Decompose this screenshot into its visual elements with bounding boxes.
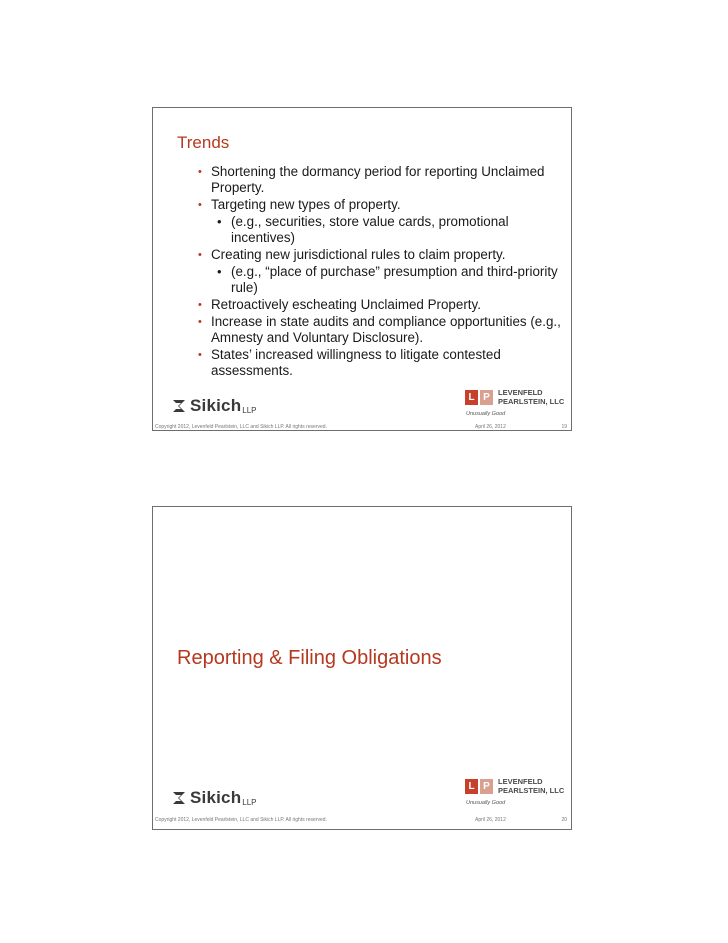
- lp-logo-l: L: [465, 390, 478, 405]
- lp-logo-line1: LEVENFELD: [498, 388, 543, 397]
- sikich-mark-icon: [170, 397, 188, 415]
- sikich-logo: [170, 396, 257, 416]
- levenfeld-pearlstein-logo: [465, 779, 565, 819]
- bullet-item: [153, 264, 563, 296]
- bullet-dot-icon: •: [198, 299, 202, 311]
- footer-copyright: Copyright 2012, Levenfeld Pearlstein, LLC and Sikich LLP. All rights reserved.: [155, 817, 327, 823]
- slide-footer: [153, 424, 571, 434]
- bullet-text: Shortening the dormancy period for reporting Unclaimed Property.: [211, 164, 545, 195]
- bullet-text: Creating new jurisdictional rules to claim property.: [211, 247, 506, 262]
- bullet-item: [153, 214, 563, 246]
- footer-copyright: Copyright 2012, Levenfeld Pearlstein, LLC and Sikich LLP. All rights reserved.: [155, 424, 327, 430]
- bullet-dot-icon: •: [198, 316, 202, 328]
- bullet-text: (e.g., “place of purchase” presumption and third-priority rule): [231, 264, 558, 295]
- slide-title: Trends: [177, 133, 230, 152]
- bullet-item: [153, 197, 563, 213]
- slide-footer: [153, 817, 571, 827]
- sikich-logo-suffix: LLP: [242, 405, 257, 415]
- footer-page-number: 19: [561, 424, 567, 430]
- footer-page-number: 20: [561, 817, 567, 823]
- bullet-dot-icon: •: [198, 199, 202, 211]
- bullet-item: [153, 247, 563, 263]
- lp-logo-name: [498, 388, 564, 406]
- lp-logo-p: P: [480, 390, 493, 405]
- sikich-logo-text: Sikich: [190, 788, 242, 807]
- bullet-item: [153, 347, 563, 379]
- lp-logo-tagline: Unusually Good: [466, 800, 506, 806]
- footer-date: April 26, 2012: [475, 817, 506, 823]
- bullet-text: Retroactively escheating Unclaimed Property.: [211, 297, 481, 312]
- lp-logo-line2: PEARLSTEIN, LLC: [498, 786, 565, 795]
- bullet-dot-icon: •: [198, 166, 202, 178]
- lp-logo-name: [498, 777, 564, 795]
- sikich-logo-text: Sikich: [190, 396, 242, 415]
- bullet-text: (e.g., securities, store value cards, promotional incentives): [231, 214, 509, 245]
- bullet-list: [153, 164, 563, 380]
- bullet-dot-icon: •: [198, 349, 202, 361]
- bullet-dot-icon: •: [217, 264, 222, 279]
- bullet-text: States’ increased willingness to litigate contested assessments.: [211, 347, 501, 378]
- bullet-item: [153, 297, 563, 313]
- slide-title: Reporting & Filing Obligations: [177, 647, 442, 669]
- lp-logo-line2: PEARLSTEIN, LLC: [498, 397, 565, 406]
- bullet-text: Increase in state audits and compliance opportunities (e.g., Amnesty and Voluntary Disclosure).: [211, 314, 561, 345]
- sikich-logo: [170, 788, 257, 808]
- lp-logo-l: L: [465, 779, 478, 794]
- slide-reporting-filing: [152, 506, 572, 830]
- sikich-mark-icon: [170, 789, 188, 807]
- bullet-item: [153, 164, 563, 196]
- bullet-dot-icon: •: [217, 214, 222, 229]
- sikich-logo-suffix: LLP: [242, 797, 257, 807]
- slide-trends: [152, 107, 572, 431]
- lp-logo-tagline: Unusually Good: [466, 411, 506, 417]
- bullet-text: Targeting new types of property.: [211, 197, 401, 212]
- bullet-item: [153, 314, 563, 346]
- lp-logo-p: P: [480, 779, 493, 794]
- lp-logo-line1: LEVENFELD: [498, 777, 543, 786]
- bullet-dot-icon: •: [198, 249, 202, 261]
- footer-date: April 26, 2012: [475, 424, 506, 430]
